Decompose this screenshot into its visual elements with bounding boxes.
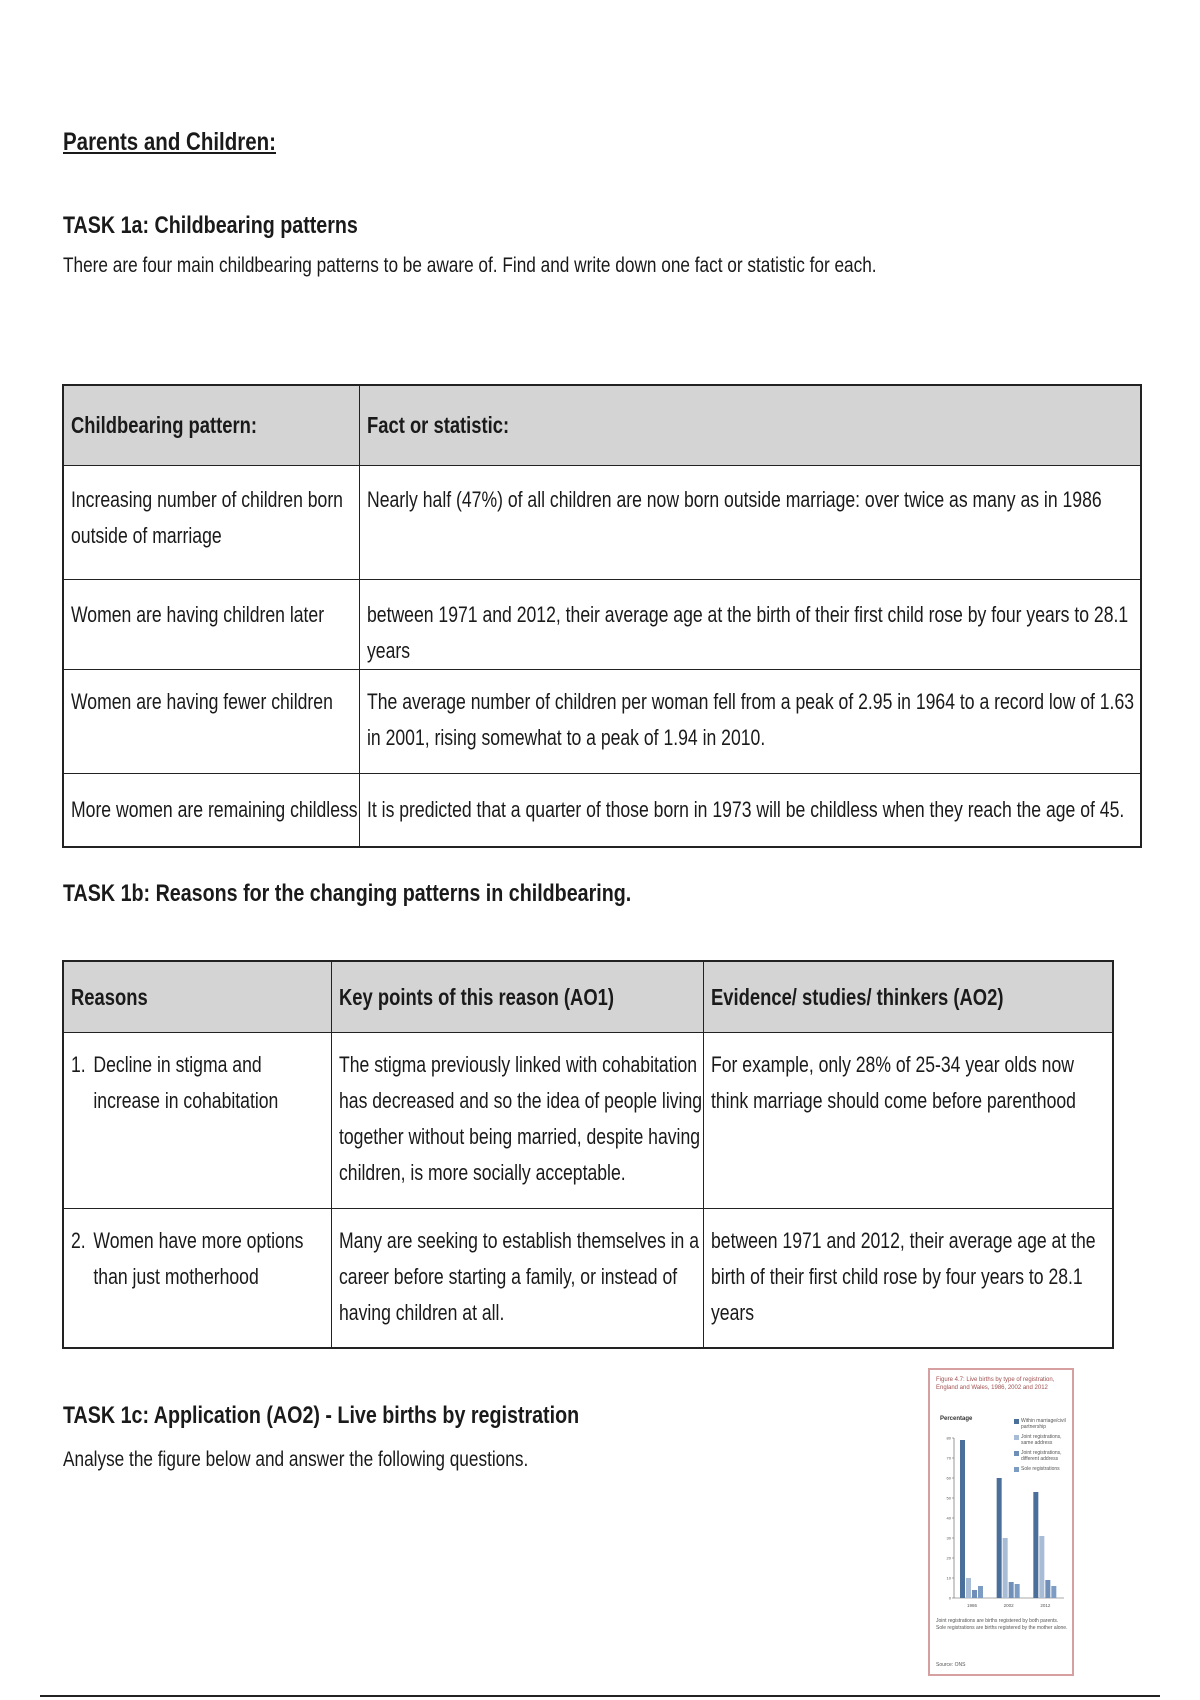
task-1c-description: Analyse the figure below and answer the following questions. <box>63 1448 529 1471</box>
live-births-bar-chart <box>936 1430 1070 1618</box>
bar-1986-1 <box>966 1578 971 1598</box>
legend-item: Joint registrations, different address <box>1014 1450 1072 1462</box>
evidence-cell: For example, only 28% of 25-34 year olds now think marriage should come before parenthood <box>703 1032 1113 1208</box>
table-header-fact: Fact or statistic: <box>359 385 1141 465</box>
bar-2002-2 <box>1009 1582 1014 1598</box>
y-tick-label: 0 <box>948 1595 951 1601</box>
bar-2002-1 <box>1003 1538 1008 1598</box>
table-row <box>63 465 1141 579</box>
task-1a-heading: TASK 1a: Childbearing patterns <box>63 212 358 239</box>
y-tick-label: 20 <box>946 1555 951 1561</box>
fact-cell: It is predicted that a quarter of those born in 1973 will be childless when they reach the age of 45. <box>359 773 1141 847</box>
task-1c-heading: TASK 1c: Application (AO2) - Live births by registration <box>63 1402 580 1429</box>
bar-1986-3 <box>978 1586 983 1598</box>
childbearing-reasons-table <box>62 960 1114 1349</box>
task-1a-description: There are four main childbearing patterns to be aware of. Find and write down one fact or statistic for each. <box>63 254 877 277</box>
fact-cell: between 1971 and 2012, their average age at the birth of their first child rose by four years to 28.1 years <box>359 579 1141 669</box>
reason-cell: 2. Women have more options than just motherhood <box>63 1208 331 1348</box>
pattern-cell: More women are remaining childless <box>63 773 359 847</box>
live-births-figure <box>928 1368 1074 1676</box>
y-tick-label: 30 <box>946 1535 951 1541</box>
childbearing-patterns-table <box>62 384 1142 848</box>
table-header-evidence: Evidence/ studies/ thinkers (AO2) <box>703 961 1113 1032</box>
x-tick-label: 2012 <box>1040 1603 1051 1608</box>
bar-1986-2 <box>972 1590 977 1598</box>
bar-1986-0 <box>960 1440 965 1598</box>
figure-source: Source: ONS <box>936 1662 966 1668</box>
pattern-cell: Women are having children later <box>63 579 359 669</box>
page-title: Parents and Children: <box>63 128 277 156</box>
reason-cell: 1. Decline in stigma and increase in cohabitation <box>63 1032 331 1208</box>
table-header-pattern: Childbearing pattern: <box>63 385 359 465</box>
y-tick-label: 10 <box>946 1575 951 1581</box>
bar-2002-0 <box>997 1478 1002 1598</box>
table-row <box>63 1032 1113 1208</box>
y-tick-label: 70 <box>946 1455 951 1461</box>
bar-2012-0 <box>1033 1492 1038 1598</box>
x-tick-label: 2002 <box>1003 1603 1014 1608</box>
table-row <box>63 669 1141 773</box>
figure-footnote: Joint registrations are births registered by both parents. Sole registrations are births registered by the mother alone. <box>936 1618 1068 1631</box>
legend-item: Within marriage/civil partnership <box>1014 1418 1072 1430</box>
table-header-reasons: Reasons <box>63 961 331 1032</box>
fact-cell: The average number of children per woman fell from a peak of 2.95 in 1964 to a record low of 1.63 in 2001, rising somewhat to a peak of 1.94 in 2010. <box>359 669 1141 773</box>
bar-2012-1 <box>1039 1536 1044 1598</box>
pattern-cell: Women are having fewer children <box>63 669 359 773</box>
pattern-cell: Increasing number of children born outside of marriage <box>63 465 359 579</box>
key-points-cell: The stigma previously linked with cohabitation has decreased and so the idea of people living together without being married, despite having children, is more socially acceptable. <box>331 1032 703 1208</box>
table-header-key-points: Key points of this reason (AO1) <box>331 961 703 1032</box>
legend-swatch <box>1014 1419 1019 1424</box>
y-tick-label: 50 <box>946 1495 951 1501</box>
fact-cell: Nearly half (47%) of all children are now born outside marriage: over twice as many as in 1986 <box>359 465 1141 579</box>
bottom-divider <box>40 1695 1160 1697</box>
figure-y-axis-label: Percentage <box>940 1416 973 1422</box>
table-row <box>63 1208 1113 1348</box>
table-row <box>63 579 1141 669</box>
key-points-cell: Many are seeking to establish themselves in a career before starting a family, or instead of having children at all. <box>331 1208 703 1348</box>
figure-caption: Figure 4.7: Live births by type of registration, England and Wales, 1986, 2002 and 2012 <box>936 1377 1055 1391</box>
y-tick-label: 40 <box>946 1515 951 1521</box>
y-tick-label: 80 <box>946 1435 951 1441</box>
legend-item: Sole registrations <box>1014 1466 1072 1472</box>
x-tick-label: 1986 <box>966 1603 978 1608</box>
y-tick-label: 60 <box>946 1475 951 1481</box>
evidence-cell: between 1971 and 2012, their average age at the birth of their first child rose by four years to 28.1 years <box>703 1208 1113 1348</box>
table-row <box>63 773 1141 847</box>
legend-item: Joint registrations, same address <box>1014 1434 1072 1446</box>
bar-2012-3 <box>1051 1586 1056 1598</box>
bar-2012-2 <box>1045 1580 1050 1598</box>
task-1b-heading: TASK 1b: Reasons for the changing patterns in childbearing. <box>63 880 632 907</box>
bar-2002-3 <box>1015 1584 1020 1598</box>
